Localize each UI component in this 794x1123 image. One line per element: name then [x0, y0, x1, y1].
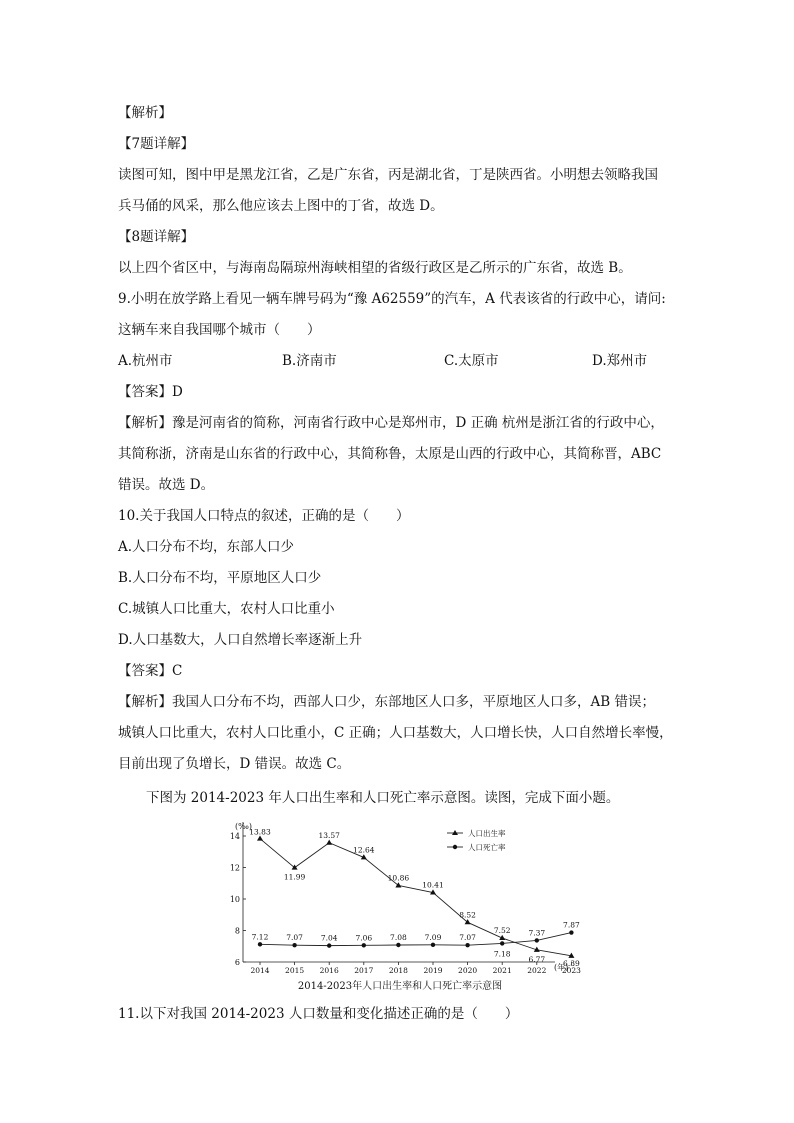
legend-birth-marker — [452, 830, 458, 835]
y-tick-label: 12 — [229, 863, 240, 873]
y-tick-label: 8 — [234, 926, 240, 936]
q11-stem: 11.以下对我国 2014-2023 人口数量和变化描述正确的是（ ） — [118, 1006, 519, 1022]
chart-intro: 下图为 2014-2023 年人口出生率和人口死亡率示意图。读图，完成下面小题。 — [146, 790, 620, 806]
death-rate-data-label: 7.04 — [320, 933, 338, 943]
death-rate-data-label: 7.87 — [563, 920, 580, 930]
q10-stem: 10.关于我国人口特点的叙述，正确的是（ ） — [118, 508, 410, 524]
q9-option-d: D.郑州市 — [592, 353, 648, 369]
death-rate-point — [292, 943, 296, 947]
death-rate-data-label: 7.07 — [286, 933, 303, 943]
birth-rate-point — [326, 840, 332, 845]
death-rate-data-label: 7.06 — [355, 933, 373, 943]
q9-answer: 【答案】D — [118, 384, 183, 400]
chart-value-labels — [249, 828, 580, 968]
q10-option-c: C.城镇人口比重大，农村人口比重小 — [118, 601, 335, 617]
q10-analysis-line: 目前出现了负增长，D 错误。故选 C。 — [118, 756, 351, 772]
q9-option-b: B.济南市 — [282, 353, 337, 369]
chart-ticks — [230, 832, 581, 975]
death-rate-data-label: 7.08 — [390, 932, 407, 942]
birth-rate-data-label: 12.64 — [353, 845, 375, 855]
q7-heading: 【7题详解】 — [118, 136, 195, 152]
death-rate-data-label: 7.09 — [424, 932, 442, 942]
q9-analysis-line: 【解析】豫是河南省的简称，河南省行政中心是郑州市，D 正确 杭州是浙江省的行政中心， — [118, 415, 664, 431]
birth-rate-data-label: 13.57 — [318, 830, 340, 840]
death-rate-line — [260, 933, 571, 946]
q9-option-c: C.太原市 — [444, 353, 499, 369]
legend-death-label: 人口死亡率 — [468, 843, 506, 852]
birth-rate-data-label: 13.83 — [249, 827, 271, 837]
x-tick-label: 2022 — [527, 966, 547, 975]
chart-legend — [447, 828, 506, 852]
birth-rate-data-label: 11.99 — [283, 872, 306, 882]
birth-rate-data-label: 6.39 — [563, 958, 580, 968]
x-tick-label: 2021 — [492, 966, 512, 975]
q7-detail-line: 兵马俑的风采，那么他应该去上图中的丁省，故选 D。 — [118, 198, 444, 214]
birth-rate-data-label: 6.77 — [528, 954, 546, 964]
q7-detail-line: 读图可知，图中甲是黑龙江省，乙是广东省，丙是湖北省，丁是陕西省。小明想去领略我国 — [118, 167, 658, 183]
death-rate-point — [362, 943, 366, 947]
q9-analysis-line: 错误。故选 D。 — [118, 477, 215, 493]
q8-detail-line: 以上四个省区中，与海南岛隔琼州海峡相望的省级行政区是乙所示的广东省，故选 B。 — [118, 260, 632, 276]
death-rate-data-label: 7.18 — [493, 949, 511, 959]
legend-birth-label: 人口出生率 — [468, 829, 506, 838]
death-rate-data-label: 7.07 — [459, 933, 476, 943]
analysis-heading: 【解析】 — [118, 105, 172, 121]
death-rate-point — [396, 943, 400, 947]
birth-rate-point — [395, 882, 401, 887]
legend-death-marker — [453, 845, 457, 849]
birth-rate-data-label: 10.86 — [387, 873, 410, 883]
x-tick-label: 2016 — [319, 966, 339, 975]
death-rate-point — [327, 943, 331, 947]
death-rate-point — [258, 942, 262, 946]
y-tick-label: 6 — [234, 958, 240, 967]
x-tick-label: 2019 — [423, 966, 443, 975]
q10-analysis-line: 【解析】我国人口分布不均，西部人口少，东部地区人口多，平原地区人口多，AB 错误； — [118, 694, 655, 710]
x-tick-label: 2018 — [388, 966, 408, 975]
x-axis-label: (年) — [554, 963, 569, 972]
q9-stem: 这辆车来自我国哪个城市（ ） — [118, 322, 321, 338]
death-rate-point — [569, 930, 573, 934]
birth-rate-point — [465, 919, 471, 924]
chart-title: 2014-2023年人口出生率和人口死亡率示意图 — [297, 981, 503, 992]
birth-rate-point — [292, 864, 298, 869]
q10-option-d: D.人口基数大，人口自然增长率逐渐上升 — [118, 632, 363, 648]
chart-markers — [257, 835, 574, 957]
q9-option-a: A.杭州市 — [118, 353, 173, 369]
death-rate-point — [535, 938, 539, 942]
x-tick-label: 2015 — [285, 966, 305, 975]
x-tick-label: 2017 — [354, 966, 374, 975]
q10-option-b: B.人口分布不均，平原地区人口少 — [118, 570, 322, 586]
q10-answer: 【答案】C — [118, 663, 183, 679]
death-rate-data-label: 7.37 — [528, 928, 546, 938]
death-rate-point — [465, 943, 469, 947]
q8-heading: 【8题详解】 — [118, 229, 195, 245]
birth-rate-data-label: 7.52 — [493, 926, 511, 936]
death-rate-point — [500, 941, 504, 945]
q10-option-a: A.人口分布不均，东部人口少 — [118, 539, 295, 555]
birth-death-rate-chart — [225, 816, 595, 998]
y-axis-label: (‰) — [235, 822, 252, 831]
y-tick-label: 14 — [229, 832, 240, 841]
q10-analysis-line: 城镇人口比重大，农村人口比重小，C 正确；人口基数大，人口增长快，人口自然增长率慢， — [118, 725, 673, 741]
q9-stem: 9.小明在放学路上看见一辆车牌号码为“豫 A62559”的汽车，A 代表该省的行政中心，请问: — [118, 291, 666, 307]
y-tick-label: 10 — [229, 895, 240, 904]
birth-rate-data-label: 10.41 — [422, 880, 444, 890]
x-tick-label: 2020 — [458, 966, 478, 975]
x-tick-label: 2014 — [250, 966, 270, 975]
death-rate-data-label: 7.12 — [251, 932, 269, 942]
death-rate-point — [431, 943, 435, 947]
q9-analysis-line: 其简称浙，济南是山东省的行政中心，其简称鲁，太原是山西的行政中心，其简称晋，ABC — [118, 446, 662, 462]
birth-rate-data-label: 8.52 — [459, 910, 476, 920]
x-tick-label: 2023 — [561, 966, 581, 975]
